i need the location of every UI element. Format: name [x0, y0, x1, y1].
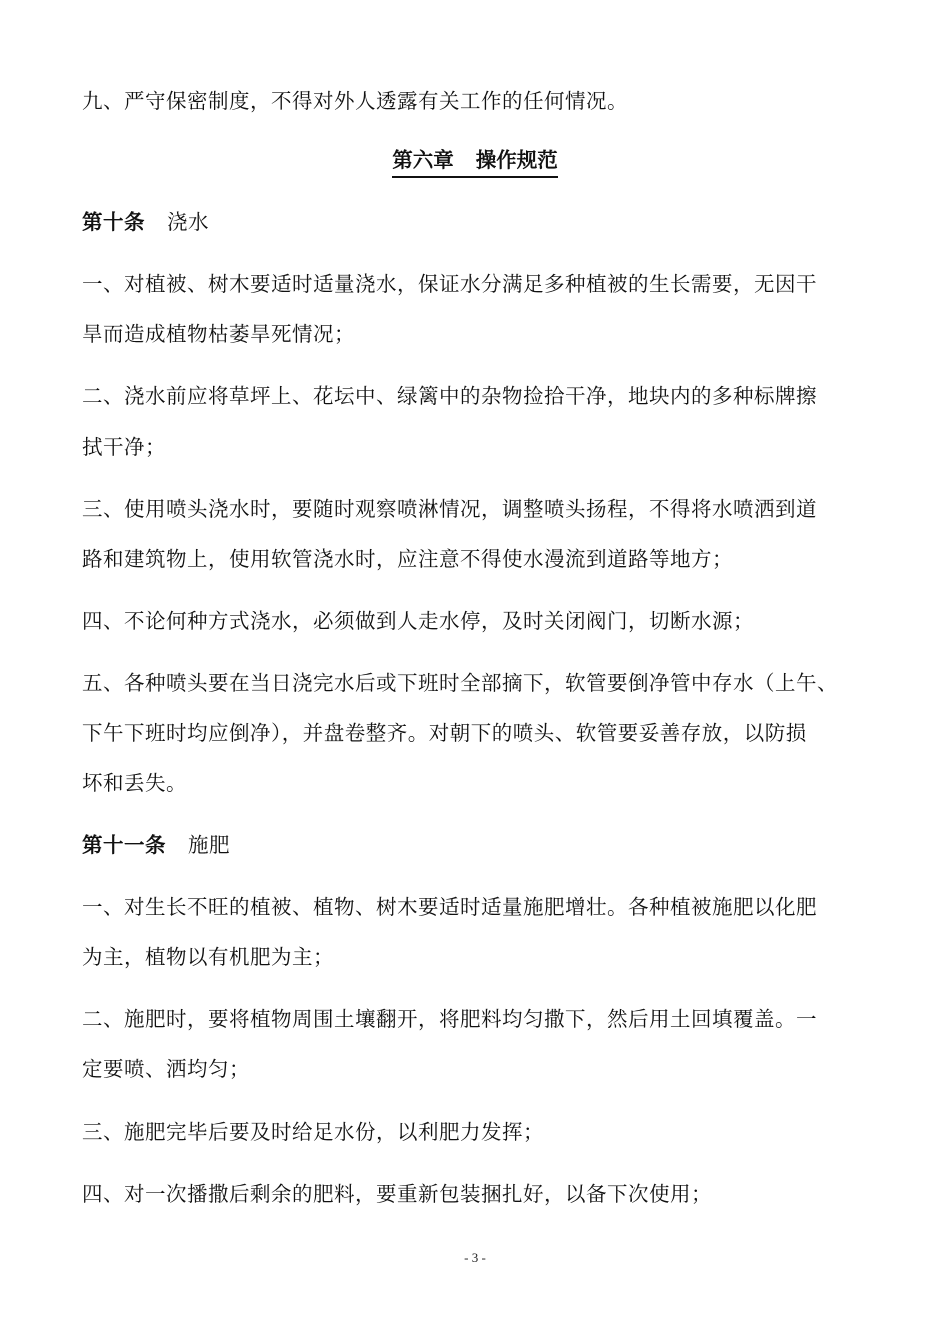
chapter-title: 操作规范: [475, 148, 558, 172]
watering-item-2-line-1: 二、浇水前应将草坪上、花坛中、绿篱中的杂物捡拾干净，地块内的多种标牌擦: [82, 384, 817, 408]
watering-item-3-line-1: 三、使用喷头浇水时，要随时观察喷淋情况，调整喷头扬程，不得将水喷洒到道: [82, 497, 817, 521]
watering-item-4: 四、不论何种方式浇水，必须做到人走水停，及时关闭阀门，切断水源；: [82, 609, 754, 633]
article-11-number: 第十一条: [82, 833, 166, 857]
watering-item-3-line-2: 路和建筑物上，使用软管浇水时，应注意不得使水漫流到道路等地方；: [82, 547, 733, 571]
chapter-heading: [0, 146, 950, 178]
fertilizing-item-3: 三、施肥完毕后要及时给足水份，以利肥力发挥；: [82, 1120, 544, 1144]
paragraph-item-9: 九、严守保密制度，不得对外人透露有关工作的任何情况。: [82, 89, 628, 113]
fertilizing-item-2-line-2: 定要喷、洒均匀；: [82, 1057, 250, 1081]
fertilizing-item-4: 四、对一次播撒后剩余的肥料，要重新包装捆扎好，以备下次使用；: [82, 1182, 712, 1206]
watering-item-5-line-2: 下午下班时均应倒净），并盘卷整齐。对朝下的喷头、软管要妥善存放，以防损: [82, 721, 807, 745]
article-10-title: 浇水: [167, 210, 209, 234]
fertilizing-item-1-line-1: 一、对生长不旺的植被、植物、树木要适时适量施肥增壮。各种植被施肥以化肥: [82, 895, 817, 919]
fertilizing-item-1-line-2: 为主，植物以有机肥为主；: [82, 945, 334, 969]
article-11-title: 施肥: [188, 833, 230, 857]
watering-item-2-line-2: 拭干净；: [82, 435, 166, 459]
watering-item-1-line-1: 一、对植被、树木要适时适量浇水，保证水分满足多种植被的生长需要，无因干: [82, 272, 817, 296]
article-10-heading: [82, 208, 872, 236]
chapter-number: 第六章: [392, 148, 454, 172]
article-11-heading: [82, 831, 872, 859]
watering-item-5-line-3: 坏和丢失。: [82, 771, 187, 795]
chapter-heading-underline: [392, 146, 558, 178]
watering-item-1-line-2: 旱而造成植物枯萎旱死情况；: [82, 322, 355, 346]
fertilizing-item-2-line-1: 二、施肥时，要将植物周围土壤翻开，将肥料均匀撒下，然后用土回填覆盖。一: [82, 1007, 817, 1031]
page-number: - 3 -: [464, 1250, 486, 1265]
article-10-number: 第十条: [82, 210, 145, 234]
watering-item-5-line-1: 五、各种喷头要在当日浇完水后或下班时全部摘下，软管要倒净管中存水（上午、: [82, 671, 838, 695]
